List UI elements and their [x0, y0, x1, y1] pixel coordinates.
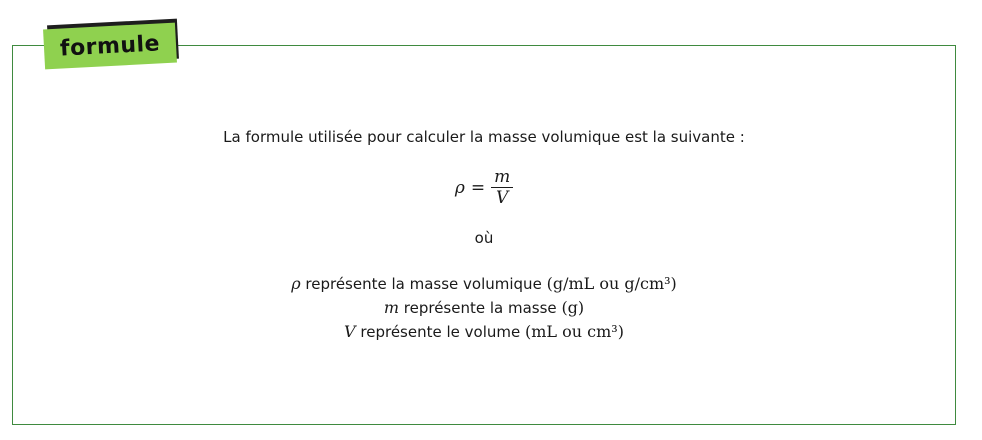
formula-denominator: V [495, 188, 509, 208]
definition-text: représente le volume [360, 323, 521, 341]
definition-symbol: ρ [291, 274, 301, 293]
definition-v [12, 320, 956, 344]
formule-tag [44, 22, 180, 68]
where-text: où [474, 229, 494, 247]
definition-symbol: V [344, 322, 356, 341]
definition-unit: (g) [561, 298, 585, 317]
definition-symbol: m [383, 298, 399, 317]
definition-unit: (mL ou cm³) [525, 322, 624, 341]
definitions-list [12, 272, 956, 344]
definition-rho [12, 272, 956, 296]
definition-m [12, 296, 956, 320]
definition-text: représente la masse volumique [305, 275, 542, 293]
tag-label: formule [59, 30, 161, 62]
formula-equals: = [470, 177, 486, 198]
intro-text: La formule utilisée pour calculer la masse volumique est la suivante : [223, 128, 745, 146]
density-formula [12, 167, 956, 208]
formula-numerator: m [491, 167, 513, 188]
formula-fraction [491, 167, 513, 208]
formula-lhs: ρ [454, 177, 465, 198]
definition-text: représente la masse [403, 299, 557, 317]
formula-content [12, 125, 956, 344]
tag-label-bg [43, 23, 177, 70]
definition-unit: (g/mL ou g/cm³) [546, 274, 677, 293]
